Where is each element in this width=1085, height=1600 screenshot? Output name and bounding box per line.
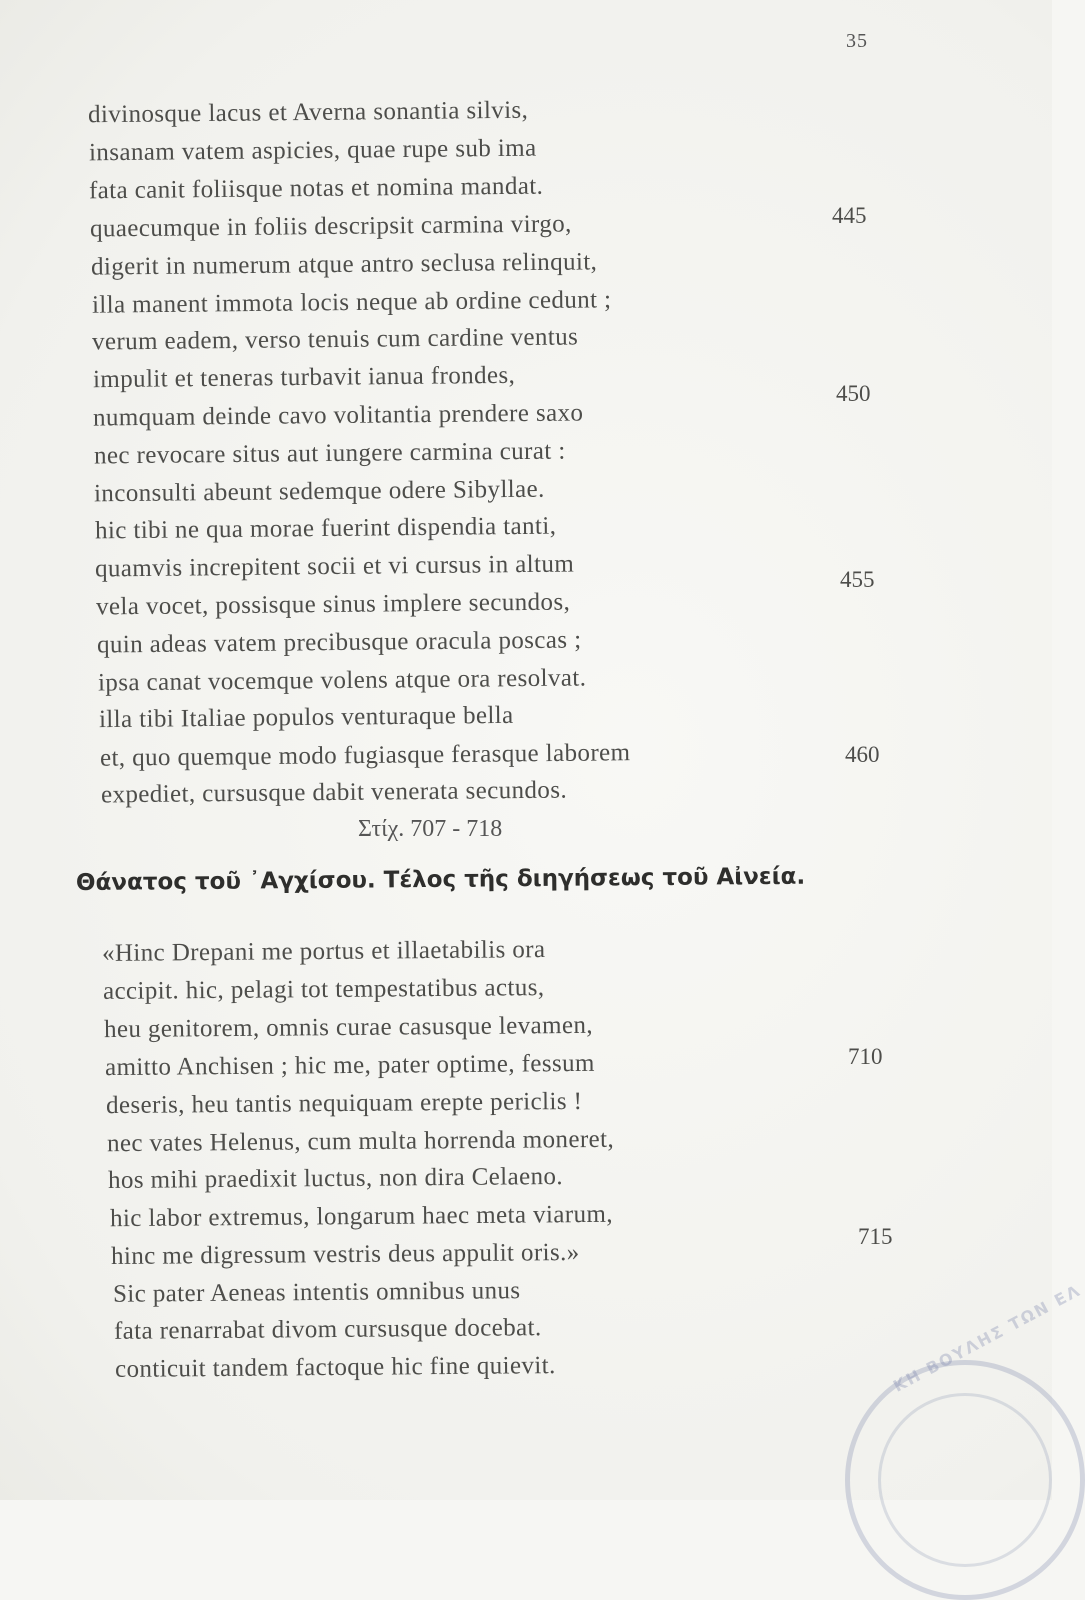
verse-line: quin adeas vatem precibusque oracula poscas ; <box>96 626 582 659</box>
verse-line: quaecumque in foliis descripsit carmina virgo, <box>89 210 572 243</box>
verse-line: hic tibi ne qua morae fuerint dispendia tanti, <box>94 512 557 545</box>
verse-line: digerit in numerum atque antro seclusa relinquit, <box>90 248 598 281</box>
verse-line: fata canit foliisque notas et nomina mandat. <box>88 172 544 205</box>
library-stamp <box>845 1280 1085 1600</box>
line-number: 445 <box>832 203 867 228</box>
section-heading: Θάνατος τοῦ ᾿Αγχίσου. Τέλος τῆς διηγήσεως τοῦ Αἰνεία. <box>75 863 806 896</box>
verse-line: nec vates Helenus, cum multa horrenda moneret, <box>106 1125 615 1158</box>
verse-line: verum eadem, verso tenuis cum cardine ventus <box>91 323 579 356</box>
line-number: 460 <box>845 742 880 767</box>
verse-line: illa tibi Italiae populos venturaque bella <box>98 701 514 734</box>
verse-line: quamvis increpitent socii et vi cursus in altum <box>94 550 575 583</box>
verse-line: numquam deinde cavo volitantia prendere saxo <box>92 399 584 432</box>
verse-line: conticuit tandem factoque hic fine quievit. <box>114 1352 556 1383</box>
verse-line: Sic pater Aeneas intentis omnibus unus <box>112 1277 521 1308</box>
verse-line: accipit. hic, pelagi tot tempestatibus actus, <box>102 974 545 1005</box>
verse-line: vela vocet, possisque sinus implere secundos, <box>95 588 571 621</box>
verse-line: expediet, cursusque dabit venerata secundos. <box>100 776 568 809</box>
verse-line: et, quo quemque modo fugiasque ferasque laborem <box>99 739 631 772</box>
verse-line: «Hinc Drepani me portus et illaetabilis ora <box>101 936 546 967</box>
verse-line: ipsa canat vocemque volens atque ora resolvat. <box>97 664 587 697</box>
verse-line: hic labor extremus, longarum haec meta viarum, <box>109 1200 614 1233</box>
line-number: 710 <box>848 1044 883 1069</box>
verse-line: fata renarrabat divom cursusque docebat. <box>113 1314 542 1345</box>
line-number: 455 <box>840 567 875 592</box>
verse-line: insanam vatem aspicies, quae rupe sub ima <box>88 134 537 167</box>
verse-line: impulit et teneras turbavit ianua frondes, <box>92 361 516 394</box>
line-number: 715 <box>858 1224 893 1249</box>
verse-line: hinc me digressum vestris deus appulit oris.» <box>110 1238 580 1271</box>
stamp-inner-ring <box>878 1393 1052 1567</box>
page-number: 35 <box>846 30 868 52</box>
verse-line: illa manent immota locis neque ab ordine cedunt ; <box>91 286 612 319</box>
verse-line: heu genitorem, omnis curae casusque levamen, <box>103 1011 594 1044</box>
verse-line: divinosque lacus et Averna sonantia silvis, <box>87 96 529 129</box>
verse-line: amitto Anchisen ; hic me, pater optime, fessum <box>104 1049 595 1082</box>
verse-line: deseris, heu tantis nequiquam erepte periclis ! <box>105 1087 583 1120</box>
line-number: 450 <box>836 381 871 406</box>
section-reference: Στίχ. 707 - 718 <box>358 816 503 842</box>
verse-line: nec revocare situs aut iungere carmina curat : <box>93 437 566 470</box>
verse-line: hos mihi praedixit luctus, non dira Celaeno. <box>107 1163 564 1194</box>
verse-line: inconsulti abeunt sedemque odere Sibyllae. <box>93 475 545 508</box>
stamp-text: ΚΗ ΒΟΥΛΗΣ ΤΩΝ ΕΛ <box>890 1280 1085 1396</box>
